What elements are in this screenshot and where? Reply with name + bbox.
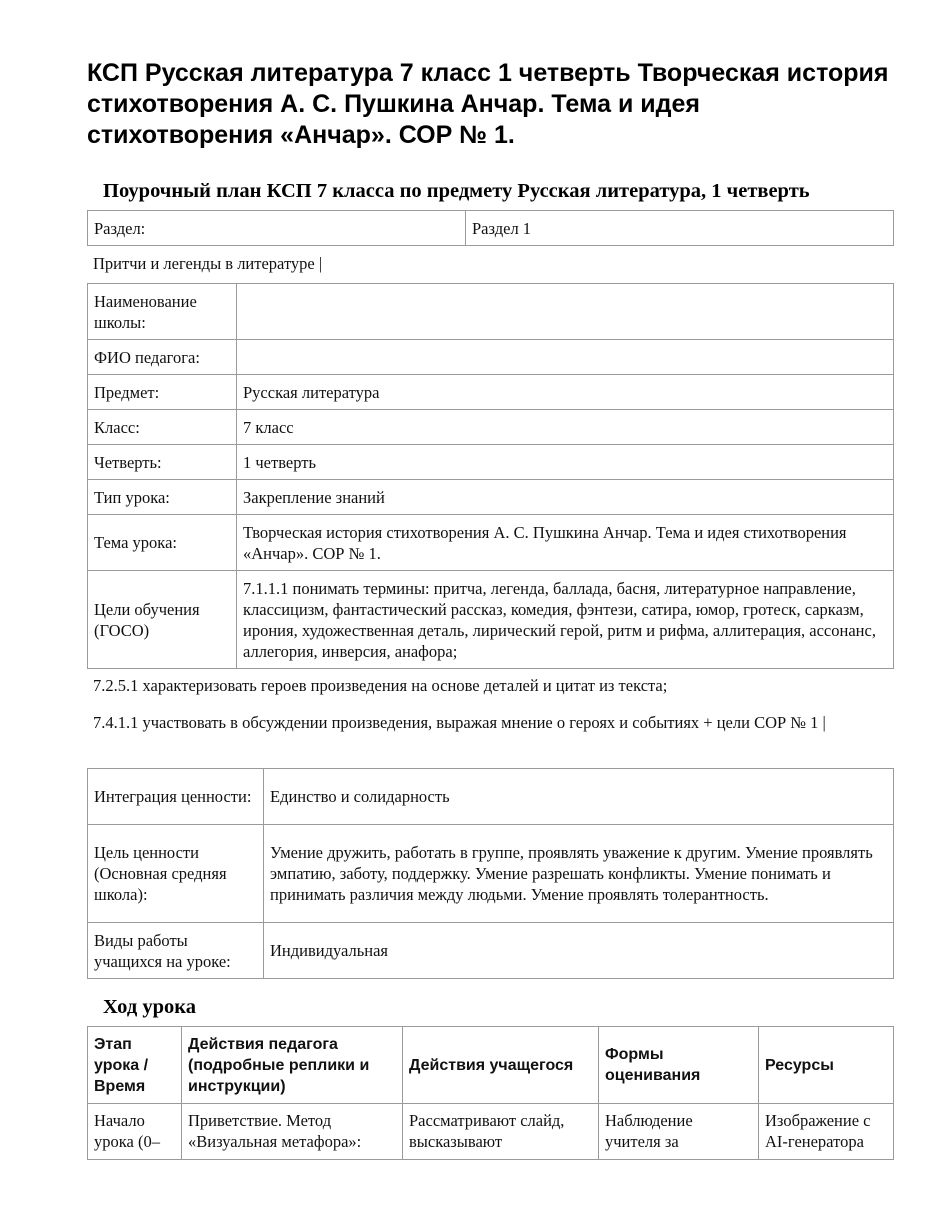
value-row-integration bbox=[88, 769, 894, 825]
info-value: 7.1.1.1 понимать термины: притча, легенда, баллада, басня, литературное направление, классицизм, фантастический рассказ, комедия, фэнтези, сатира, юмор, гротеск, сарказм, ирония, художественная деталь, лирический герой, ритм и рифма, аллитерация, ассонанс, аллегория, инверсия, анафора; bbox=[237, 571, 894, 669]
value-row-goal bbox=[88, 825, 894, 923]
info-row-grade bbox=[88, 410, 894, 445]
value-text: Индивидуальная bbox=[264, 923, 894, 979]
info-label: Четверть: bbox=[88, 445, 237, 480]
info-label: Цели обучения (ГОСО) bbox=[88, 571, 237, 669]
info-row-teacher bbox=[88, 340, 894, 375]
values-table bbox=[87, 768, 894, 979]
value-text: Единство и солидарность bbox=[264, 769, 894, 825]
info-row-learning-goals bbox=[88, 571, 894, 669]
table-cell: Наблюдение учителя за bbox=[599, 1104, 759, 1160]
info-row-lesson-type bbox=[88, 480, 894, 515]
info-row-school bbox=[88, 284, 894, 340]
info-label: Предмет: bbox=[88, 375, 237, 410]
info-value: Закрепление знаний bbox=[237, 480, 894, 515]
info-row-lesson-topic bbox=[88, 515, 894, 571]
info-label: Наименование школы: bbox=[88, 284, 237, 340]
info-value bbox=[237, 284, 894, 340]
lesson-info-table bbox=[87, 283, 894, 669]
value-label: Интеграция ценности: bbox=[88, 769, 264, 825]
column-header: Ресурсы bbox=[759, 1027, 894, 1104]
table-header-row bbox=[88, 1027, 894, 1104]
info-value: Творческая история стихотворения А. С. Пушкина Анчар. Тема и идея стихотворения «Анчар». СОР № 1. bbox=[237, 515, 894, 571]
info-row-subject bbox=[88, 375, 894, 410]
section-subtitle: Притчи и легенды в литературе | bbox=[93, 254, 323, 273]
goal-line: 7.4.1.1 участвовать в обсуждении произведения, выражая мнение о героях и событиях + цели СОР № 1 | bbox=[93, 713, 826, 732]
goal-line: 7.2.5.1 характеризовать героев произведения на основе деталей и цитат из текста; bbox=[93, 676, 668, 695]
info-value: 1 четверть bbox=[237, 445, 894, 480]
value-row-work-types bbox=[88, 923, 894, 979]
info-row-quarter bbox=[88, 445, 894, 480]
info-label: ФИО педагога: bbox=[88, 340, 237, 375]
info-value bbox=[237, 340, 894, 375]
info-value: Русская литература bbox=[237, 375, 894, 410]
section-table bbox=[87, 210, 894, 246]
table-cell: Приветствие. Метод «Визуальная метафора»: bbox=[182, 1104, 403, 1160]
section-label: Раздел: bbox=[88, 211, 466, 246]
value-label: Цель ценности (Основная средняя школа): bbox=[88, 825, 264, 923]
value-label: Виды работы учащихся на уроке: bbox=[88, 923, 264, 979]
document-title: КСП Русская литература 7 класс 1 четверть Творческая история стихотворения А. С. Пушкина Анчар. Тема и идея стихотворения «Анчар». СОР № 1. bbox=[87, 59, 889, 149]
section-value: Раздел 1 bbox=[466, 211, 894, 246]
column-header: Формы оценивания bbox=[599, 1027, 759, 1104]
info-label: Тема урока: bbox=[88, 515, 237, 571]
table-row bbox=[88, 1104, 894, 1160]
column-header: Действия учащегося bbox=[403, 1027, 599, 1104]
value-text: Умение дружить, работать в группе, проявлять уважение к другим. Умение проявлять эмпатию, заботу, поддержку. Умение разрешать конфликты. Умение понимать и принимать различия между людьми. Умение проявлять толерантность. bbox=[264, 825, 894, 923]
table-cell: Начало урока (0– bbox=[88, 1104, 182, 1160]
table-cell: Изображение с AI-генератора bbox=[759, 1104, 894, 1160]
section-row bbox=[88, 211, 894, 246]
info-label: Класс: bbox=[88, 410, 237, 445]
column-header: Действия педагога (подробные реплики и инструкции) bbox=[182, 1027, 403, 1104]
column-header: Этап урока / Время bbox=[88, 1027, 182, 1104]
lesson-plan-heading: Поурочный план КСП 7 класса по предмету Русская литература, 1 четверть bbox=[103, 180, 810, 202]
info-label: Тип урока: bbox=[88, 480, 237, 515]
table-cell: Рассматривают слайд, высказывают bbox=[403, 1104, 599, 1160]
lesson-course-table bbox=[87, 1026, 894, 1160]
info-value: 7 класс bbox=[237, 410, 894, 445]
lesson-course-heading: Ход урока bbox=[103, 996, 196, 1018]
